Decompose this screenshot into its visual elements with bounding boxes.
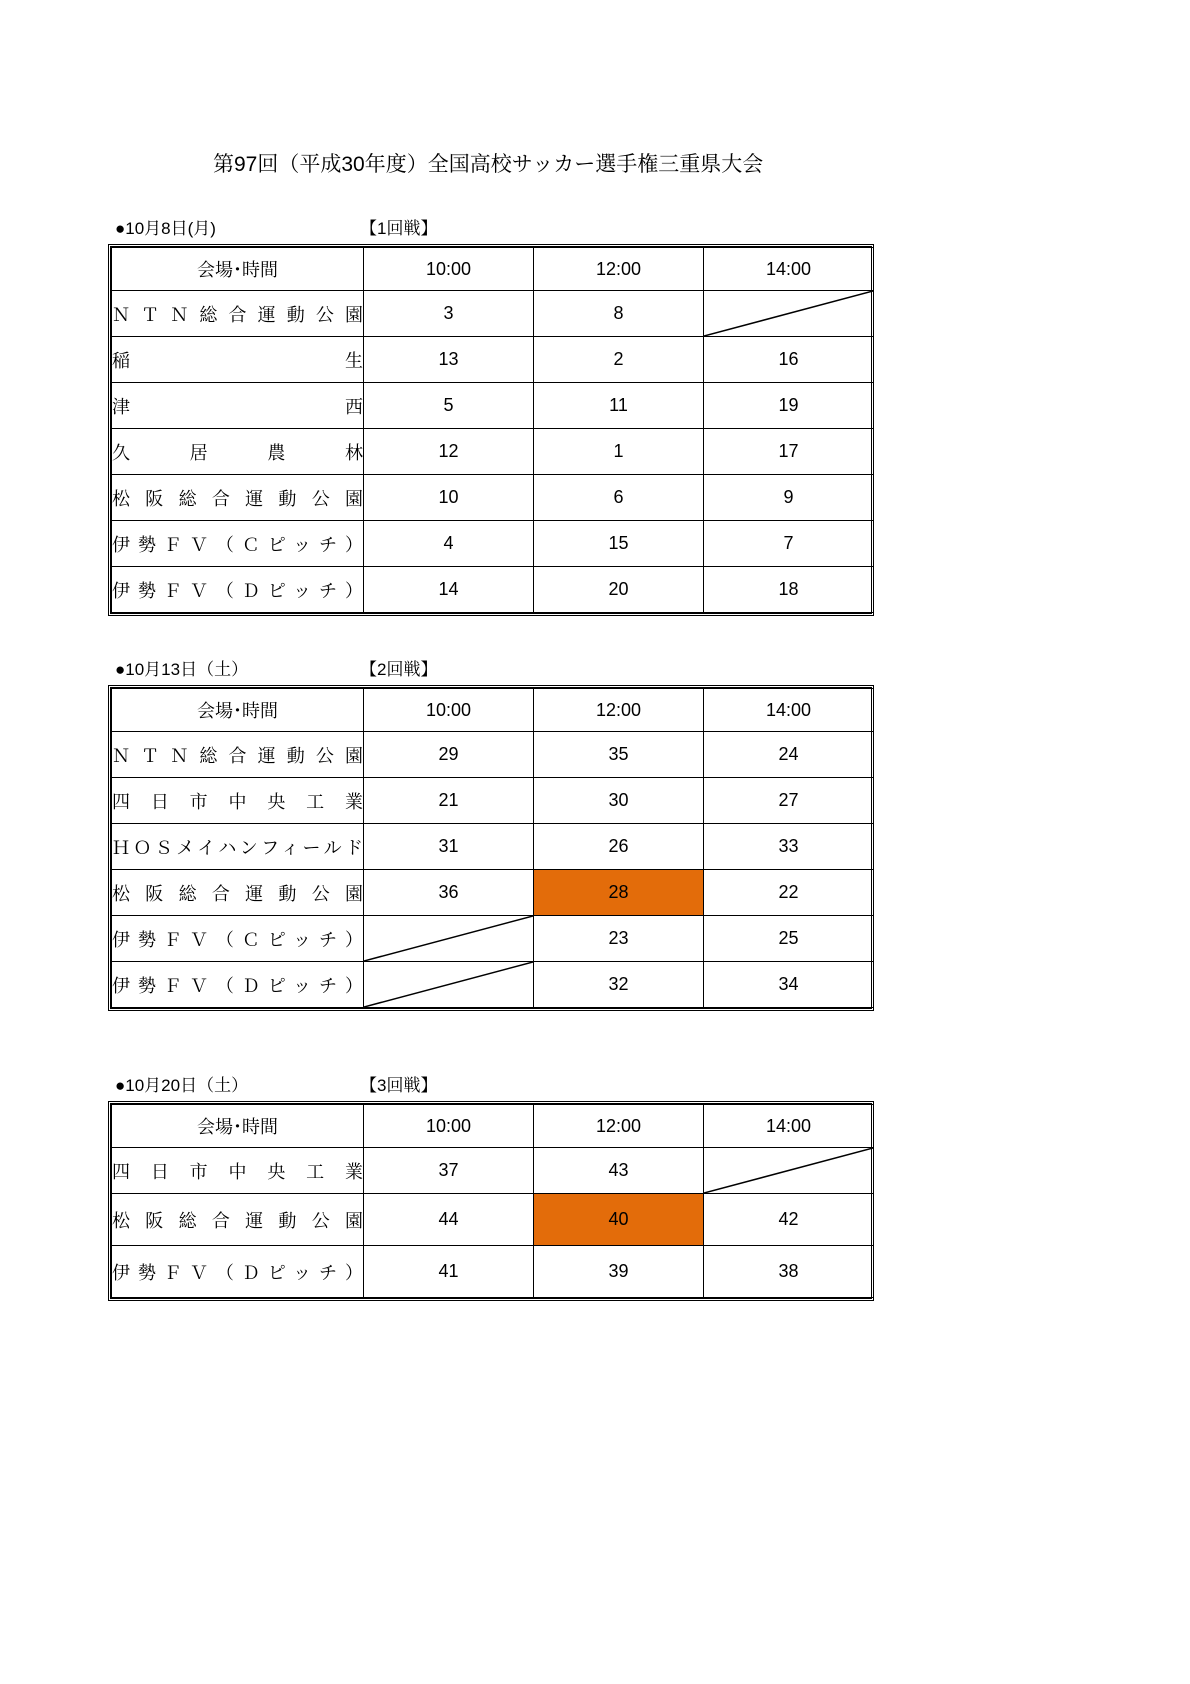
venue-cell (112, 962, 364, 1008)
section-3-date: ●10月20日（土） (115, 1076, 249, 1095)
match-number: 2 (534, 337, 704, 383)
match-number: 28 (534, 870, 704, 916)
section-2-round: 【2回戦】 (360, 660, 438, 679)
diagonal-strike-icon (704, 1148, 873, 1193)
section-3-round: 【3回戦】 (360, 1076, 438, 1095)
time-header: 14:00 (704, 1105, 874, 1148)
table-row (112, 291, 874, 337)
empty-slot (704, 291, 874, 337)
match-number: 23 (534, 916, 704, 962)
venue-cell (112, 337, 364, 383)
time-header: 12:00 (534, 1105, 704, 1148)
venue-cell (112, 778, 364, 824)
match-number: 11 (534, 383, 704, 429)
venue-name: 四日市中央工業 (112, 791, 363, 812)
venue-cell (112, 732, 364, 778)
venue-name: 稲生 (112, 350, 363, 371)
venue-name: 松阪総合運動公園 (112, 1210, 363, 1231)
venue-name: 伊勢ＦＶ（Ｄピッチ） (112, 1262, 363, 1283)
match-number: 27 (704, 778, 874, 824)
empty-slot (364, 916, 534, 962)
match-number: 18 (704, 567, 874, 613)
venue-name: 伊勢ＦＶ（Ｃピッチ） (112, 929, 363, 950)
match-number: 38 (704, 1246, 874, 1298)
venue-cell (112, 1148, 364, 1194)
diagonal-strike-icon (364, 962, 533, 1007)
venue-name: 松阪総合運動公園 (112, 488, 363, 509)
schedule-grid (111, 247, 874, 613)
match-number: 29 (364, 732, 534, 778)
table-row (112, 1246, 874, 1298)
header-row (112, 248, 874, 291)
section-2-date: ●10月13日（土） (115, 660, 249, 679)
match-number: 43 (534, 1148, 704, 1194)
match-number: 10 (364, 475, 534, 521)
table-row (112, 521, 874, 567)
match-number: 24 (704, 732, 874, 778)
venue-name: ＨＯＳメイハンフィールド (112, 837, 363, 858)
match-number: 26 (534, 824, 704, 870)
match-number: 4 (364, 521, 534, 567)
empty-slot (364, 962, 534, 1008)
match-number: 25 (704, 916, 874, 962)
schedule-grid (111, 1104, 874, 1298)
match-number: 22 (704, 870, 874, 916)
venue-cell (112, 1246, 364, 1298)
match-number: 6 (534, 475, 704, 521)
match-number: 3 (364, 291, 534, 337)
venue-time-header: 会場･時間 (112, 248, 364, 291)
diagonal-strike-icon (704, 291, 873, 336)
venue-name: 伊勢ＦＶ（Ｄピッチ） (112, 580, 363, 601)
table-row (112, 1148, 874, 1194)
match-number: 9 (704, 475, 874, 521)
time-header: 12:00 (534, 689, 704, 732)
match-number: 15 (534, 521, 704, 567)
match-number: 16 (704, 337, 874, 383)
match-number: 30 (534, 778, 704, 824)
match-number: 39 (534, 1246, 704, 1298)
match-number: 40 (534, 1194, 704, 1246)
section-1-round: 【1回戦】 (360, 219, 438, 238)
venue-name: 津西 (112, 396, 363, 417)
venue-cell (112, 475, 364, 521)
table-row (112, 567, 874, 613)
match-number: 41 (364, 1246, 534, 1298)
match-number: 32 (534, 962, 704, 1008)
time-header: 10:00 (364, 689, 534, 732)
header-row (112, 1105, 874, 1148)
table-row (112, 337, 874, 383)
table-row (112, 732, 874, 778)
match-number: 19 (704, 383, 874, 429)
venue-cell (112, 567, 364, 613)
match-number: 12 (364, 429, 534, 475)
round-1-schedule-table (108, 244, 874, 616)
round-3-schedule-table (108, 1101, 874, 1301)
time-header: 14:00 (704, 689, 874, 732)
venue-name: 四日市中央工業 (112, 1161, 363, 1182)
round-2-schedule-table (108, 685, 874, 1011)
match-number: 37 (364, 1148, 534, 1194)
venue-cell (112, 429, 364, 475)
match-number: 34 (704, 962, 874, 1008)
match-number: 31 (364, 824, 534, 870)
page-title: 第97回（平成30年度）全国高校サッカー選手権三重県大会 (213, 153, 764, 176)
match-number: 17 (704, 429, 874, 475)
venue-time-header: 会場･時間 (112, 1105, 364, 1148)
table-row (112, 475, 874, 521)
match-number: 7 (704, 521, 874, 567)
match-number: 44 (364, 1194, 534, 1246)
venue-name: 松阪総合運動公園 (112, 883, 363, 904)
header-row (112, 689, 874, 732)
match-number: 36 (364, 870, 534, 916)
match-number: 14 (364, 567, 534, 613)
time-header: 14:00 (704, 248, 874, 291)
table-row (112, 824, 874, 870)
match-number: 5 (364, 383, 534, 429)
venue-cell (112, 870, 364, 916)
match-number: 33 (704, 824, 874, 870)
venue-cell (112, 824, 364, 870)
table-row (112, 778, 874, 824)
venue-cell (112, 383, 364, 429)
table-row (112, 962, 874, 1008)
time-header: 10:00 (364, 1105, 534, 1148)
match-number: 35 (534, 732, 704, 778)
table-row (112, 1194, 874, 1246)
empty-slot (704, 1148, 874, 1194)
match-number: 1 (534, 429, 704, 475)
match-number: 42 (704, 1194, 874, 1246)
match-number: 13 (364, 337, 534, 383)
table-row (112, 429, 874, 475)
match-number: 8 (534, 291, 704, 337)
table-row (112, 383, 874, 429)
venue-name: 久居農林 (112, 442, 363, 463)
match-number: 20 (534, 567, 704, 613)
venue-name: 伊勢ＦＶ（Ｃピッチ） (112, 534, 363, 555)
venue-cell (112, 521, 364, 567)
venue-time-header: 会場･時間 (112, 689, 364, 732)
venue-cell (112, 916, 364, 962)
schedule-grid (111, 688, 874, 1008)
venue-name: ＮＴＮ総合運動公園 (112, 304, 363, 325)
match-number: 21 (364, 778, 534, 824)
time-header: 10:00 (364, 248, 534, 291)
venue-name: ＮＴＮ総合運動公園 (112, 745, 363, 766)
venue-cell (112, 291, 364, 337)
time-header: 12:00 (534, 248, 704, 291)
table-row (112, 916, 874, 962)
venue-cell (112, 1194, 364, 1246)
section-1-date: ●10月8日(月) (115, 219, 216, 238)
venue-name: 伊勢ＦＶ（Ｄピッチ） (112, 975, 363, 996)
diagonal-strike-icon (364, 916, 533, 961)
table-row (112, 870, 874, 916)
